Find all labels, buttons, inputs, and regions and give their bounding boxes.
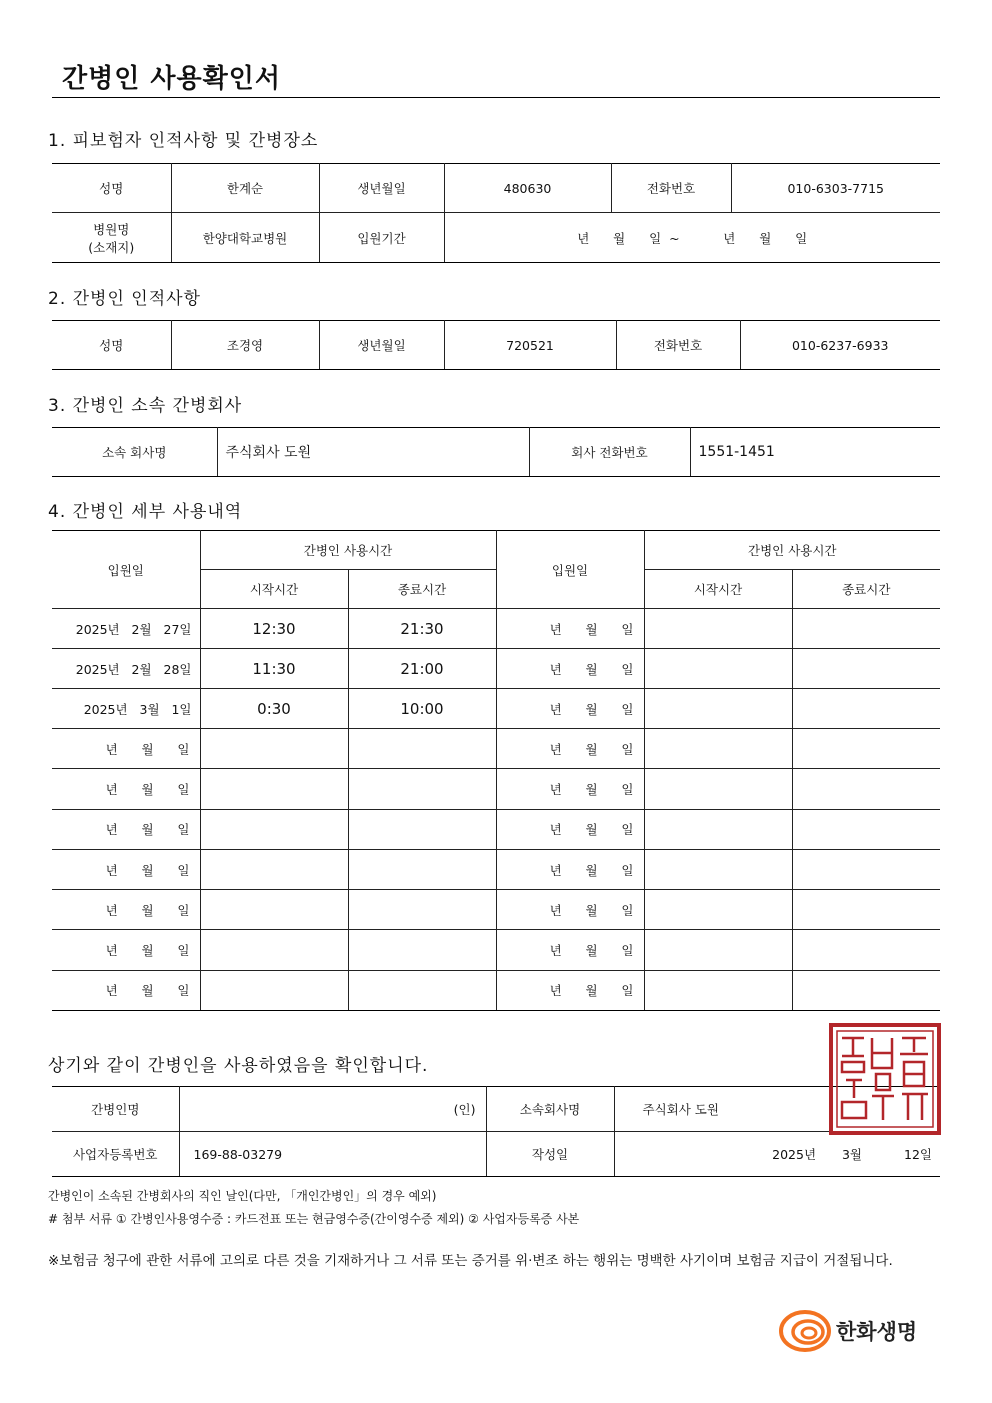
company-seal <box>828 1022 942 1136</box>
usage-start-left <box>200 769 348 809</box>
section3-heading: 3. 간병인 소속 간병회사 <box>48 396 243 416</box>
usage-row <box>52 609 940 649</box>
usage-row <box>52 769 940 809</box>
usage-end-right <box>792 649 940 689</box>
insured-table <box>52 163 940 263</box>
written-date-label: 작성일 <box>486 1132 614 1177</box>
usage-end-left <box>348 930 496 970</box>
insured-name: 한계순 <box>171 164 319 213</box>
usage-start-right <box>644 849 792 889</box>
end-time-header-left: 종료시간 <box>348 570 496 609</box>
usage-end-left: 21:30 <box>348 609 496 649</box>
insured-dob-label: 생년월일 <box>319 164 444 213</box>
biz-no: 169-88-03279 <box>179 1132 486 1177</box>
usage-start-left: 12:30 <box>200 609 348 649</box>
usage-end-left <box>348 729 496 769</box>
usage-end-right <box>792 769 940 809</box>
biz-no-label: 사업자등록번호 <box>52 1132 179 1177</box>
usage-start-right <box>644 890 792 930</box>
caregiver-name-label: 성명 <box>52 321 171 370</box>
company-phone: 1551-1451 <box>690 428 940 477</box>
usage-start-left <box>200 970 348 1010</box>
period-label: 입원기간 <box>319 213 444 263</box>
usage-row <box>52 970 940 1010</box>
caregiver-phone-label: 전화번호 <box>616 321 740 370</box>
caregiver-dob-label: 생년월일 <box>319 321 444 370</box>
written-month: 3월 <box>841 1147 863 1162</box>
usage-end-left <box>348 809 496 849</box>
usage-date-right: 년 월 일 <box>496 729 644 769</box>
caregiver-name: 조경영 <box>171 321 319 370</box>
usage-date-right: 년 월 일 <box>496 809 644 849</box>
usage-date-left: 2025년 3월 1일 <box>52 689 200 729</box>
usage-date-right: 년 월 일 <box>496 970 644 1010</box>
usage-start-right <box>644 809 792 849</box>
usage-table <box>52 530 940 1011</box>
usage-date-left: 년 월 일 <box>52 729 200 769</box>
usage-row <box>52 930 940 970</box>
usage-date-left: 년 월 일 <box>52 930 200 970</box>
usage-start-left <box>200 809 348 849</box>
hospital-label: 병원명 <box>93 221 130 237</box>
usage-start-left <box>200 930 348 970</box>
written-year: 2025년 <box>772 1147 817 1162</box>
company-name-label: 소속 회사명 <box>52 428 217 477</box>
usage-row <box>52 849 940 889</box>
usage-end-left: 10:00 <box>348 689 496 729</box>
usage-end-left: 21:00 <box>348 649 496 689</box>
section4-heading: 4. 간병인 세부 사용내역 <box>48 502 243 522</box>
usage-date-header-right: 입원일 <box>496 531 644 609</box>
insured-name-label: 성명 <box>52 164 171 213</box>
caregiver-table <box>52 320 940 370</box>
usage-end-right <box>792 609 940 649</box>
usage-start-left: 0:30 <box>200 689 348 729</box>
caregiver-sign-mark: (인) <box>179 1087 486 1132</box>
usage-start-right <box>644 729 792 769</box>
usage-start-left <box>200 849 348 889</box>
usage-end-right <box>792 809 940 849</box>
usage-start-left: 11:30 <box>200 649 348 689</box>
written-day: 12일 <box>904 1147 932 1162</box>
sign-company-name: 주식회사 도원 <box>614 1087 940 1132</box>
hospital-label-cell <box>52 213 171 263</box>
usage-time-header-right: 간병인 사용시간 <box>644 531 940 570</box>
hospital-sub-label: (소재지) <box>88 239 135 255</box>
usage-date-right: 년 월 일 <box>496 689 644 729</box>
usage-date-left: 년 월 일 <box>52 849 200 889</box>
title-divider <box>52 97 940 98</box>
usage-date-header-left: 입원일 <box>52 531 200 609</box>
hanwha-life-logo <box>778 1308 917 1354</box>
usage-row <box>52 809 940 849</box>
caregiver-phone: 010-6237-6933 <box>740 321 940 370</box>
usage-end-right <box>792 729 940 769</box>
caregiver-sign-label: 간병인명 <box>52 1087 179 1132</box>
fraud-warning: ※보험금 청구에 관한 서류에 고의로 다른 것을 기재하거나 그 서류 또는 증거를 위·변조 하는 행위는 명백한 사기이며 보험금 지급이 거절됩니다. <box>48 1253 893 1269</box>
usage-time-header-left: 간병인 사용시간 <box>200 531 496 570</box>
usage-date-left: 2025년 2월 27일 <box>52 609 200 649</box>
confirmation-text: 상기와 같이 간병인을 사용하였음을 확인합니다. <box>48 1056 429 1076</box>
usage-end-left <box>348 890 496 930</box>
sign-company-label: 소속회사명 <box>486 1087 614 1132</box>
usage-start-right <box>644 769 792 809</box>
usage-date-left: 년 월 일 <box>52 809 200 849</box>
usage-date-left: 2025년 2월 28일 <box>52 649 200 689</box>
usage-end-left <box>348 970 496 1010</box>
usage-date-right: 년 월 일 <box>496 769 644 809</box>
usage-row <box>52 649 940 689</box>
section2-heading: 2. 간병인 인적사항 <box>48 289 201 309</box>
usage-date-left: 년 월 일 <box>52 769 200 809</box>
insured-phone-label: 전화번호 <box>611 164 731 213</box>
hanwha-logo-icon <box>778 1308 832 1354</box>
usage-date-right: 년 월 일 <box>496 609 644 649</box>
usage-end-right <box>792 970 940 1010</box>
company-phone-label: 회사 전화번호 <box>529 428 690 477</box>
usage-start-right <box>644 970 792 1010</box>
usage-end-left <box>348 769 496 809</box>
insured-dob: 480630 <box>444 164 611 213</box>
section1-heading: 1. 피보험자 인적사항 및 간병장소 <box>48 131 319 151</box>
admission-period: 년 월 일 ~ 년 월 일 <box>444 213 940 263</box>
usage-date-right: 년 월 일 <box>496 930 644 970</box>
end-time-header-right: 종료시간 <box>792 570 940 609</box>
usage-row <box>52 689 940 729</box>
usage-start-left <box>200 890 348 930</box>
usage-start-right <box>644 609 792 649</box>
written-date <box>614 1132 940 1177</box>
usage-end-right <box>792 689 940 729</box>
insured-phone: 010-6303-7715 <box>731 164 940 213</box>
usage-date-right: 년 월 일 <box>496 649 644 689</box>
usage-row <box>52 729 940 769</box>
usage-date-left: 년 월 일 <box>52 970 200 1010</box>
attachment-note: # 첨부 서류 ① 간병인사용영수증 : 카드전표 또는 현금영수증(간이영수증 제외) ② 사업자등록증 사본 <box>48 1212 580 1226</box>
company-name: 주식회사 도원 <box>217 428 529 477</box>
usage-date-right: 년 월 일 <box>496 849 644 889</box>
usage-start-left <box>200 729 348 769</box>
seal-note: 간병인이 소속된 간병회사의 직인 날인(다만, 「개인간병인」의 경우 예외) <box>48 1189 437 1203</box>
usage-date-left: 년 월 일 <box>52 890 200 930</box>
usage-start-right <box>644 689 792 729</box>
usage-end-right <box>792 930 940 970</box>
usage-end-right <box>792 890 940 930</box>
usage-end-right <box>792 849 940 889</box>
hospital-name: 한양대학교병원 <box>171 213 319 263</box>
signature-table <box>52 1086 940 1177</box>
usage-date-right: 년 월 일 <box>496 890 644 930</box>
caregiver-dob: 720521 <box>444 321 616 370</box>
page-title: 간병인 사용확인서 <box>62 64 281 94</box>
usage-end-left <box>348 849 496 889</box>
start-time-header-left: 시작시간 <box>200 570 348 609</box>
usage-start-right <box>644 649 792 689</box>
hanwha-logo-text: 한화생명 <box>836 1320 918 1344</box>
usage-start-right <box>644 930 792 970</box>
usage-row <box>52 890 940 930</box>
start-time-header-right: 시작시간 <box>644 570 792 609</box>
company-table <box>52 427 940 477</box>
